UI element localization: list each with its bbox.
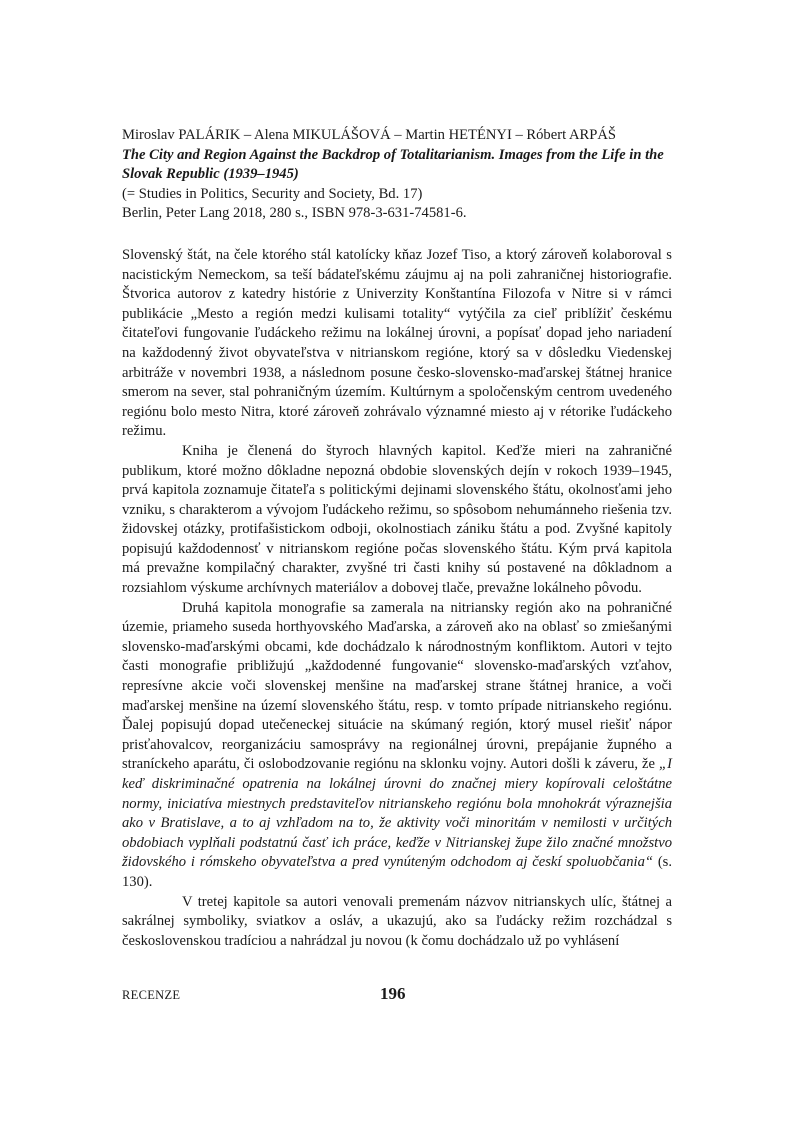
book-series: (= Studies in Politics, Security and Society, Bd. 17) <box>122 185 423 202</box>
paragraph-2: Kniha je členená do štyroch hlavných kapitol. Keďže mieri na zahraničné publikum, ktoré možno dôkladne nepozná obdobie slovenských dejín v rokoch 1939–1945, prvá kapitola zoznamuje čitateľa s politickými dejinami slovenského štátu, okolnosťami jeho vzniku, s charakterom a vývojom ľudáckeho režimu, so spôsobom nehumánneho riešenia tzv. židovskej otázky, protifašistickom odboji, okolnostiach zániku štátu a pod. Zvyšné kapitoly popisujú každodennosť v nitrianskom regióne počas slovenského štátu. Kým prvá kapitola má prevažne kompilačný charakter, zvyšné tri časti knihy sú postavené na dôkladnom a rozsiahlom výskume archívnych materiálov a dobovej tlače, prevažne lokálneho pôvodu. <box>122 442 672 597</box>
section-label: RECENZE <box>122 988 181 1002</box>
paragraph-1: Slovenský štát, na čele ktorého stál katolícky kňaz Jozef Tiso, a ktorý zároveň kolaboroval s nacistickým Nemeckom, sa teší bádateľskému záujmu aj na poli zahraničnej historiografie. Štvorica autorov z katedry histórie z Univerzity Konštantína Filozofa v Nitre si v rámci publikácie „Mesto a región medzi kulisami totality“ vytýčila za cieľ priblížiť českému čitateľovi fungovanie ľudáckeho režimu na lokálnej úrovni, a popísať dopad jeho nariadení na každodenný život obyvateľstva v nitrianskom regióne, ktorý sa v dôsledku Viedenskej arbitráže v novembri 1938, a následnom posune česko-slovensko-maďarskej štátnej hranice smerom na sever, stal pohraničným územím. Kultúrnym a spoločenským centrom uvedeného regiónu bolo mesto Nitra, ktoré zároveň zohrávalo významné miesto aj v rétorike ľudáckeho režimu. <box>122 246 672 440</box>
paragraph-3 <box>122 599 672 893</box>
paragraph-4: V tretej kapitole sa autori venovali premenám názvov nitrianskych ulíc, štátnej a sakrálnej symboliky, sviatkov a osláv, a ukazujú, ako sa ľudácky režim rozchádzal s československou tradíciou a nahrádzal ju novou (k čomu dochádzalo už po vyhlásení <box>122 893 672 949</box>
book-title: The City and Region Against the Backdrop of Totalitarianism. Images from the Life in the Slovak Republic (1939–1945) <box>122 146 664 183</box>
paragraph-3-quote: „I keď diskriminačné opatrenia na lokálnej úrovni do značnej miery kopírovali celoštátne normy, iniciatíva miestnych predstaviteľov nitrianskeho regiónu bola mnohokrát výraznejšia ako v Bratislave, a to aj vzhľadom na to, že aktivity voči minoritám v nemilosti v určitých obdobiach vyplňali podstatnú časť ich práce, keďže v Nitrianskej župe žilo značné množstvo židovského i rómskeho obyvateľstva a pred vynúteným odchodom aj českí spoluobčania“ <box>122 756 672 871</box>
book-citation <box>122 126 672 224</box>
review-content <box>122 126 672 951</box>
paragraph-3-text: Druhá kapitola monografie sa zamerala na nitriansky región ako na pohraničné územie, priameho suseda horthyovského Maďarska, a zároveň ako na oblasť so zmiešanými slovensko-maďarskými obcami, kde dochádzalo k národnostným konfliktom. Autori v tejto časti monografie približujú „každodenné fungovanie“ slovensko-maďarských vzťahov, represívne akcie voči slovenskej menšine na maďarskej strane štátnej hranice, a voči maďarskej menšine na území slovenského štátu, resp. v tomto prípade nitrianskeho regiónu. Ďalej popisujú dopad utečeneckej situácie na skúmaný región, ktorý musel riešiť nápor prisťahovalcov, reorganizáciu samosprávy na regionálnej úrovni, prepájanie župného a straníckeho aparátu, či oslobodzovanie regiónu na sklonku vojny. Autori došli k záveru, že <box>122 599 672 773</box>
page-number: 196 <box>380 984 406 1003</box>
paragraph-3-citation: (s. 130). <box>122 854 673 890</box>
book-publication: Berlin, Peter Lang 2018, 280 s., ISBN 978-3-631-74581-6. <box>122 205 467 222</box>
book-authors: Miroslav PALÁRIK – Alena MIKULÁŠOVÁ – Martin HETÉNYI – Róbert ARPÁŠ <box>122 127 617 143</box>
review-body <box>122 246 672 951</box>
